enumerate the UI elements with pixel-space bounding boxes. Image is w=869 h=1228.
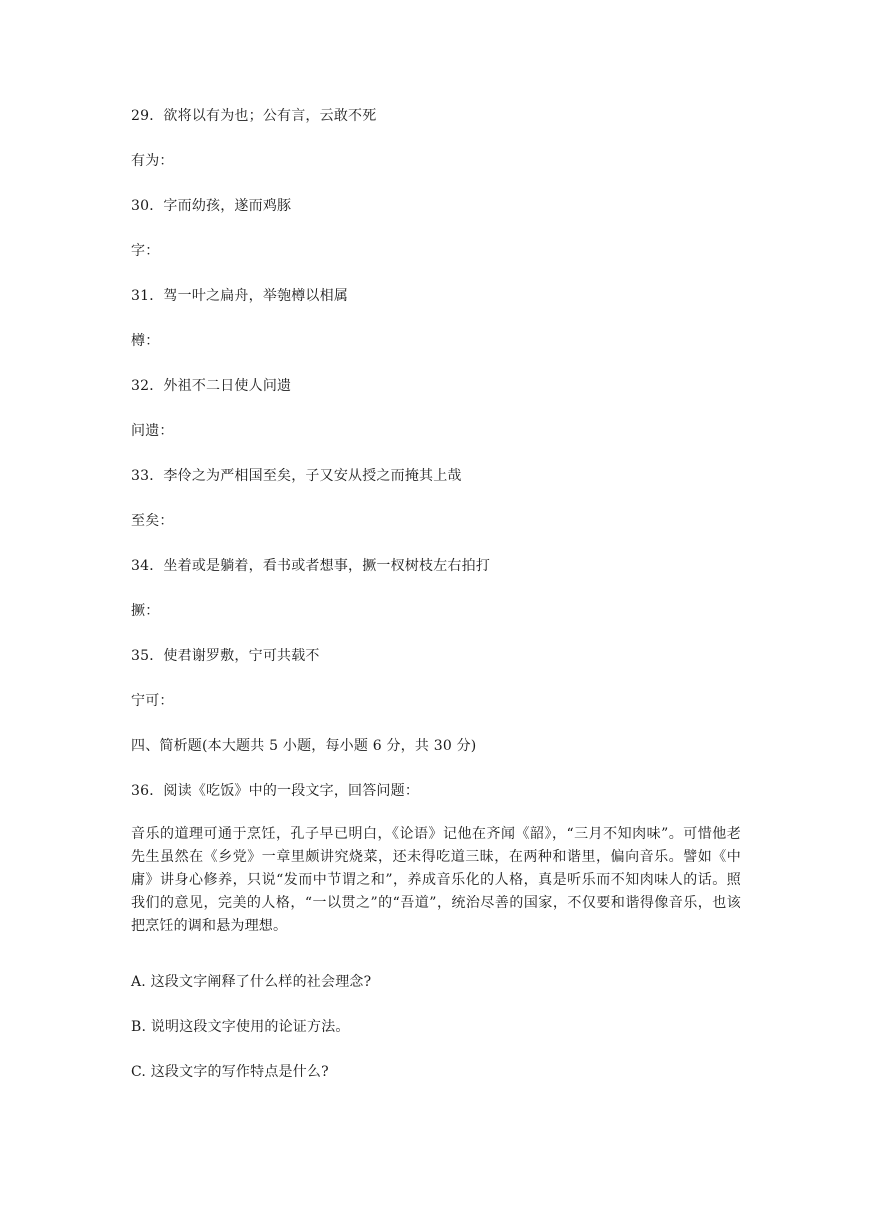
question-33: 33．李伶之为严相国至矣，子又安从授之而掩其上哉	[131, 468, 462, 484]
question-29: 29．欲将以有为也；公有言，云敢不死	[131, 108, 377, 124]
question-36-sub-c: C. 这段文字的写作特点是什么?	[131, 1064, 329, 1080]
answer-label-30: 字：	[131, 243, 160, 259]
answer-label-34: 撅：	[131, 603, 160, 619]
question-32: 32．外祖不二日使人问遗	[131, 378, 292, 394]
question-31: 31．驾一叶之扁舟，举匏樽以相属	[131, 288, 349, 304]
section-heading: 四、简析题(本大题共 5 小题，每小题 6 分，共 30 分)	[131, 738, 477, 754]
question-30: 30．字而幼孩，遂而鸡豚	[131, 198, 292, 214]
question-36-prompt: 36．阅读《吃饭》中的一段文字，回答问题：	[131, 783, 420, 799]
answer-label-31: 樽：	[131, 333, 160, 349]
answer-label-32: 问遗：	[131, 423, 174, 439]
answer-label-33: 至矣：	[131, 513, 174, 529]
question-34: 34．坐着或是躺着，看书或者想事，撅一杈树枝左右拍打	[131, 558, 491, 574]
question-36-sub-a: A. 这段文字阐释了什么样的社会理念?	[131, 974, 372, 990]
question-36-passage: 音乐的道理可通于烹饪，孔子早已明白，《论语》记他在齐闻《韶》，“三月不知肉味”。可惜他老先生虽然在《乡党》一章里颇讲究烧菜，还未得吃道三昧，在两种和谐里，偏向音乐。譬如《中庸》讲身心修养，只说“发而中节谓之和”，养成音乐化的人格，真是听乐而不知肉味人的话。照我们的意见，完美的人格，“一以贯之”的“吾道”，统治尽善的国家，不仅要和谐得像音乐，也该把烹饪的调和悬为理想。	[131, 826, 741, 934]
answer-label-35: 宁可：	[131, 693, 174, 709]
answer-label-29: 有为：	[131, 153, 174, 169]
question-36-sub-b: B. 说明这段文字使用的论证方法。	[131, 1019, 350, 1035]
question-35: 35．使君谢罗敷，宁可共载不	[131, 648, 320, 664]
